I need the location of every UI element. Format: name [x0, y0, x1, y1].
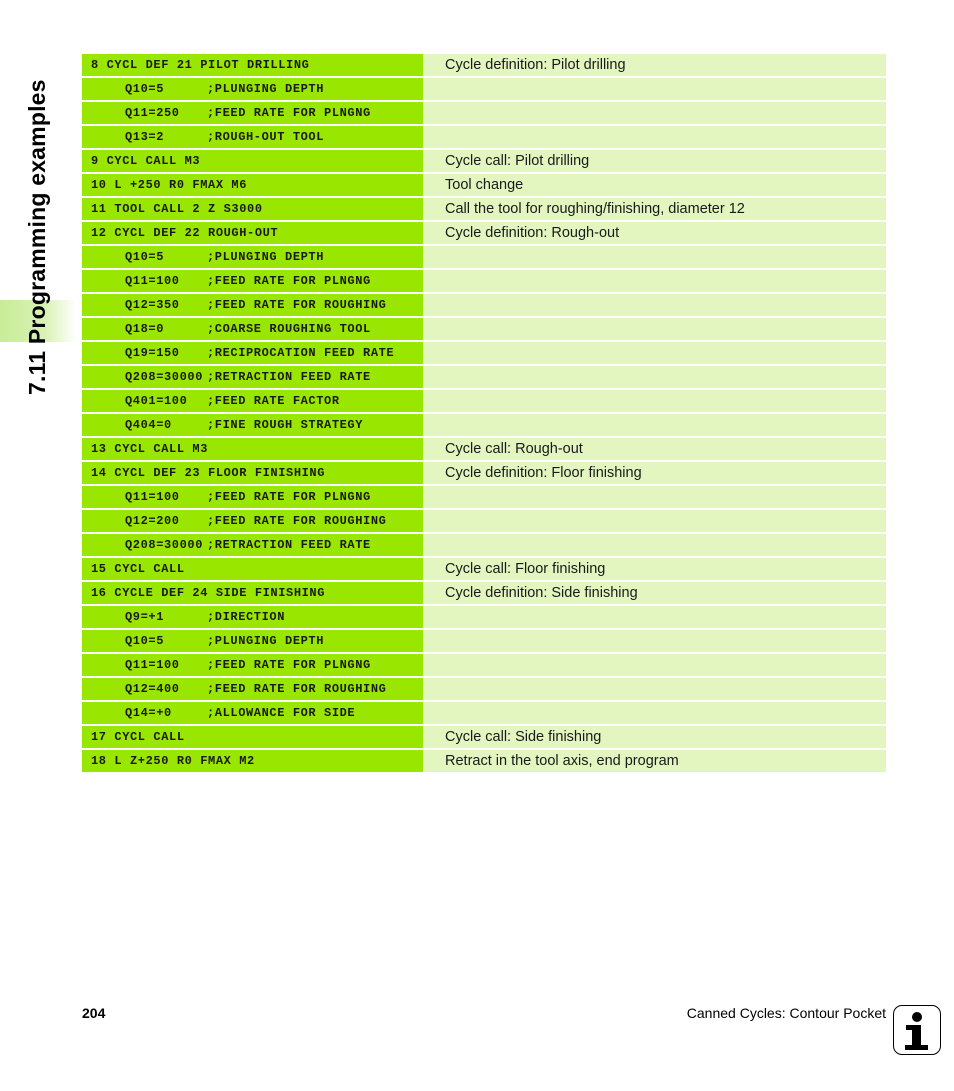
parameter-comment: ;ROUGH-OUT TOOL	[207, 130, 325, 144]
description-cell	[423, 342, 886, 364]
table-row	[82, 606, 886, 628]
table-row	[82, 414, 886, 436]
parameter-assignment: Q18=0	[125, 322, 165, 336]
section-title: Canned Cycles: Contour Pocket	[686, 1005, 886, 1021]
nc-code-cell	[82, 654, 423, 676]
nc-code-cell	[82, 510, 423, 532]
nc-program-table	[82, 54, 886, 774]
info-icon	[893, 1005, 941, 1055]
parameter-assignment: Q19=150	[125, 346, 180, 360]
nc-code-cell	[82, 462, 423, 484]
table-row	[82, 294, 886, 316]
nc-code-cell	[82, 54, 423, 76]
table-row	[82, 198, 886, 220]
nc-code-cell	[82, 750, 423, 772]
parameter-comment: ;RECIPROCATION FEED RATE	[207, 346, 395, 360]
table-row	[82, 246, 886, 268]
description-cell	[423, 126, 886, 148]
table-row	[82, 390, 886, 412]
nc-code-cell	[82, 174, 423, 196]
parameter-assignment: Q11=100	[125, 490, 180, 504]
nc-code-cell	[82, 438, 423, 460]
parameter-assignment: Q404=0	[125, 418, 172, 432]
nc-block-text: 14 CYCL DEF 23 FLOOR FINISHING	[91, 466, 326, 480]
description-cell: Cycle call: Pilot drilling	[423, 150, 886, 172]
table-row	[82, 174, 886, 196]
description-cell	[423, 654, 886, 676]
nc-code-cell	[82, 486, 423, 508]
parameter-comment: ;PLUNGING DEPTH	[207, 634, 325, 648]
parameter-comment: ;DIRECTION	[207, 610, 286, 624]
nc-code-cell	[82, 726, 423, 748]
table-row	[82, 534, 886, 556]
table-row	[82, 222, 886, 244]
table-row	[82, 462, 886, 484]
table-row	[82, 438, 886, 460]
description-cell	[423, 390, 886, 412]
chapter-title: 7.11 Programming examples	[24, 79, 50, 395]
nc-code-cell	[82, 414, 423, 436]
description-cell: Retract in the tool axis, end program	[423, 750, 886, 772]
nc-code-cell	[82, 222, 423, 244]
parameter-assignment: Q208=30000	[125, 538, 204, 552]
parameter-assignment: Q14=+0	[125, 706, 172, 720]
nc-block-text: 15 CYCL CALL	[91, 562, 185, 576]
nc-block-text: 8 CYCL DEF 21 PILOT DRILLING	[91, 58, 310, 72]
description-cell: Cycle definition: Floor finishing	[423, 462, 886, 484]
description-cell: Cycle call: Floor finishing	[423, 558, 886, 580]
nc-code-cell	[82, 702, 423, 724]
nc-code-cell	[82, 534, 423, 556]
nc-block-text: 17 CYCL CALL	[91, 730, 185, 744]
nc-code-cell	[82, 390, 423, 412]
parameter-assignment: Q12=200	[125, 514, 180, 528]
table-row	[82, 726, 886, 748]
nc-code-cell	[82, 270, 423, 292]
table-row	[82, 702, 886, 724]
nc-block-text: 13 CYCL CALL M3	[91, 442, 209, 456]
description-cell	[423, 246, 886, 268]
table-row	[82, 510, 886, 532]
table-row	[82, 654, 886, 676]
nc-block-text: 10 L +250 R0 FMAX M6	[91, 178, 248, 192]
parameter-comment: ;ALLOWANCE FOR SIDE	[207, 706, 356, 720]
description-cell: Cycle call: Side finishing	[423, 726, 886, 748]
description-cell	[423, 630, 886, 652]
nc-block-text: 16 CYCLE DEF 24 SIDE FINISHING	[91, 586, 326, 600]
nc-code-cell	[82, 102, 423, 124]
description-cell: Cycle definition: Rough-out	[423, 222, 886, 244]
description-cell: Cycle definition: Pilot drilling	[423, 54, 886, 76]
nc-code-cell	[82, 630, 423, 652]
table-row	[82, 54, 886, 76]
parameter-assignment: Q10=5	[125, 82, 165, 96]
parameter-assignment: Q11=250	[125, 106, 180, 120]
description-cell	[423, 414, 886, 436]
table-row	[82, 630, 886, 652]
table-row	[82, 342, 886, 364]
description-cell: Cycle definition: Side finishing	[423, 582, 886, 604]
parameter-comment: ;FINE ROUGH STRATEGY	[207, 418, 364, 432]
parameter-assignment: Q401=100	[125, 394, 188, 408]
table-row	[82, 558, 886, 580]
table-row	[82, 102, 886, 124]
description-cell: Cycle call: Rough-out	[423, 438, 886, 460]
description-cell	[423, 534, 886, 556]
page-number: 204	[82, 1005, 106, 1021]
parameter-assignment: Q12=400	[125, 682, 180, 696]
nc-block-text: 11 TOOL CALL 2 Z S3000	[91, 202, 263, 216]
table-row	[82, 582, 886, 604]
table-row	[82, 678, 886, 700]
parameter-comment: ;PLUNGING DEPTH	[207, 82, 325, 96]
description-cell	[423, 486, 886, 508]
parameter-assignment: Q13=2	[125, 130, 165, 144]
description-cell	[423, 702, 886, 724]
nc-block-text: 9 CYCL CALL M3	[91, 154, 201, 168]
parameter-comment: ;FEED RATE FOR PLNGNG	[207, 658, 371, 672]
parameter-assignment: Q10=5	[125, 634, 165, 648]
table-row	[82, 486, 886, 508]
parameter-assignment: Q208=30000	[125, 370, 204, 384]
parameter-assignment: Q11=100	[125, 658, 180, 672]
parameter-comment: ;PLUNGING DEPTH	[207, 250, 325, 264]
nc-code-cell	[82, 318, 423, 340]
nc-code-cell	[82, 558, 423, 580]
nc-code-cell	[82, 606, 423, 628]
parameter-comment: ;RETRACTION FEED RATE	[207, 370, 371, 384]
nc-code-cell	[82, 294, 423, 316]
parameter-comment: ;FEED RATE FOR ROUGHING	[207, 514, 387, 528]
nc-code-cell	[82, 582, 423, 604]
description-cell: Call the tool for roughing/finishing, diameter 12	[423, 198, 886, 220]
table-row	[82, 750, 886, 772]
parameter-comment: ;FEED RATE FOR ROUGHING	[207, 682, 387, 696]
table-row	[82, 150, 886, 172]
nc-code-cell	[82, 78, 423, 100]
nc-code-cell	[82, 246, 423, 268]
nc-code-cell	[82, 126, 423, 148]
description-cell	[423, 510, 886, 532]
table-row	[82, 78, 886, 100]
parameter-assignment: Q12=350	[125, 298, 180, 312]
nc-code-cell	[82, 150, 423, 172]
parameter-comment: ;FEED RATE FOR PLNGNG	[207, 490, 371, 504]
description-cell	[423, 102, 886, 124]
parameter-comment: ;RETRACTION FEED RATE	[207, 538, 371, 552]
parameter-assignment: Q10=5	[125, 250, 165, 264]
parameter-comment: ;FEED RATE FOR ROUGHING	[207, 298, 387, 312]
description-cell: Tool change	[423, 174, 886, 196]
nc-block-text: 12 CYCL DEF 22 ROUGH-OUT	[91, 226, 279, 240]
nc-code-cell	[82, 366, 423, 388]
description-cell	[423, 318, 886, 340]
table-row	[82, 270, 886, 292]
description-cell	[423, 678, 886, 700]
table-row	[82, 126, 886, 148]
parameter-comment: ;FEED RATE FACTOR	[207, 394, 340, 408]
description-cell	[423, 270, 886, 292]
description-cell	[423, 294, 886, 316]
table-row	[82, 318, 886, 340]
parameter-comment: ;COARSE ROUGHING TOOL	[207, 322, 371, 336]
nc-code-cell	[82, 342, 423, 364]
description-cell	[423, 366, 886, 388]
table-row	[82, 366, 886, 388]
parameter-comment: ;FEED RATE FOR PLNGNG	[207, 274, 371, 288]
description-cell	[423, 78, 886, 100]
nc-block-text: 18 L Z+250 R0 FMAX M2	[91, 754, 255, 768]
description-cell	[423, 606, 886, 628]
nc-code-cell	[82, 198, 423, 220]
parameter-assignment: Q11=100	[125, 274, 180, 288]
parameter-comment: ;FEED RATE FOR PLNGNG	[207, 106, 371, 120]
nc-code-cell	[82, 678, 423, 700]
parameter-assignment: Q9=+1	[125, 610, 165, 624]
